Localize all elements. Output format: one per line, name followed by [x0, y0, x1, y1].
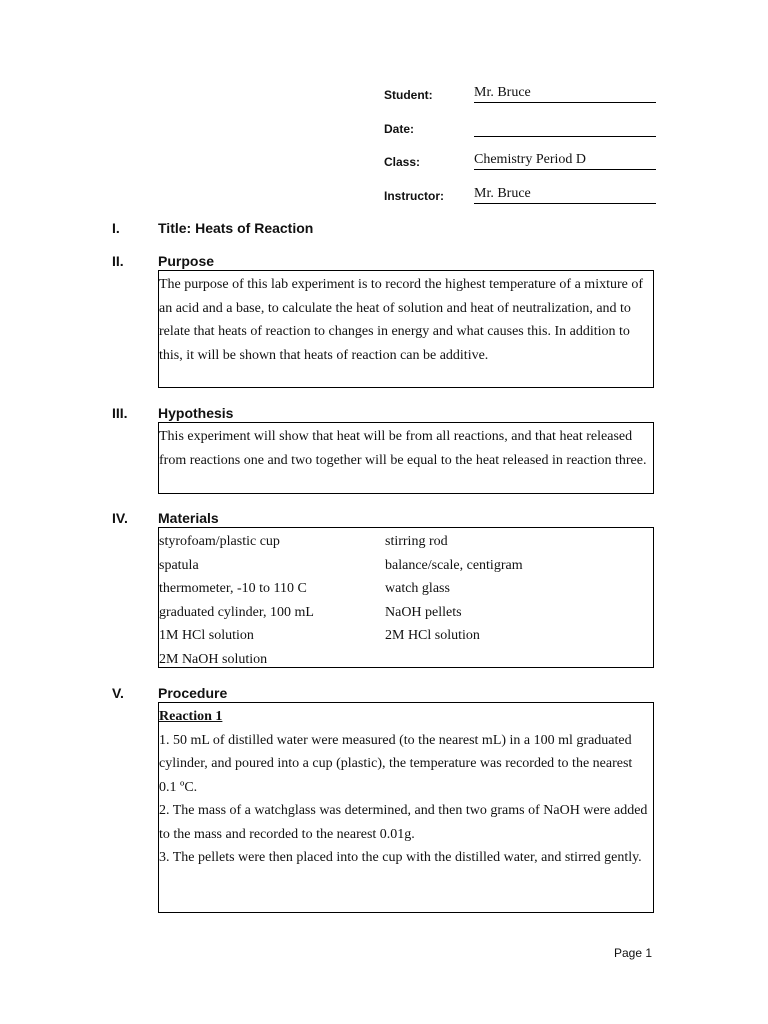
hypothesis-section-number: III. [112, 405, 128, 421]
materials-section-number: IV. [112, 510, 128, 526]
materials-box [158, 527, 654, 668]
materials-list [159, 530, 653, 671]
material-item [385, 648, 653, 672]
material-item: watch glass [385, 581, 450, 596]
material-item: NaOH pellets [385, 604, 462, 620]
student-label: Student: [384, 88, 433, 102]
instructor-value: Mr. Bruce [474, 185, 656, 204]
purpose-section-heading: Purpose [158, 253, 215, 269]
material-item: styrofoam/plastic cup [159, 534, 280, 549]
procedure-step: 1. 50 mL of distilled water were measured (to the nearest mL) in a 100 ml graduated cylinder, and poured into a cup (plastic), the temperature was recorded to the nearest 0.1 ºC. [159, 732, 633, 795]
procedure-box [158, 702, 654, 913]
student-value: Mr. Bruce [474, 84, 656, 103]
hypothesis-text: This experiment will show that heat will be from all reactions, and that heat released from reactions one and two together will be equal to the heat released in reaction three. [159, 429, 647, 468]
class-value: Chemistry Period D [474, 151, 656, 170]
material-item: graduated cylinder, 100 mL [159, 604, 314, 620]
materials-section-heading: Materials [158, 510, 219, 526]
date-label: Date: [384, 122, 415, 136]
procedure-step: 3. The pellets were then placed into the cup with the distilled water, and stirred gently. [159, 850, 642, 865]
material-item: 1M HCl solution [159, 628, 254, 643]
instructor-row [384, 186, 656, 209]
procedure-section-number: V. [112, 685, 124, 701]
student-row [384, 85, 656, 108]
instructor-label: Instructor: [384, 189, 444, 203]
material-item: 2M NaOH solution [159, 651, 268, 667]
procedure-subheading: Reaction 1 [159, 709, 223, 724]
purpose-section-number: II. [112, 253, 124, 269]
procedure-section-heading: Procedure [158, 685, 228, 701]
material-item: thermometer, -10 to 110 C [159, 581, 307, 596]
material-item: stirring rod [385, 534, 448, 549]
date-value [474, 118, 656, 137]
material-item: spatula [159, 557, 199, 573]
page-number: Page 1 [614, 946, 653, 960]
title-section-number: I. [112, 220, 120, 236]
material-item: 2M HCl solution [385, 628, 480, 643]
title-section-heading: Title: Heats of Reaction [158, 220, 314, 236]
purpose-text: The purpose of this lab experiment is to record the highest temperature of a mixture of an acid and a base, to calculate the heat of solution and heat of neutralization, and to relate that heats of reaction to changes in energy and what causes this. In addition to this, it will be shown that heats of reaction can be additive. [159, 277, 644, 363]
purpose-box [158, 270, 654, 388]
class-label: Class: [384, 155, 421, 169]
hypothesis-box [158, 422, 654, 494]
class-row [384, 152, 656, 175]
hypothesis-section-heading: Hypothesis [158, 405, 234, 421]
material-item: balance/scale, centigram [385, 557, 523, 573]
date-row [384, 122, 656, 142]
procedure-step: 2. The mass of a watchglass was determined, and then two grams of NaOH were added to the mass and recorded to the nearest 0.01g. [159, 803, 648, 842]
